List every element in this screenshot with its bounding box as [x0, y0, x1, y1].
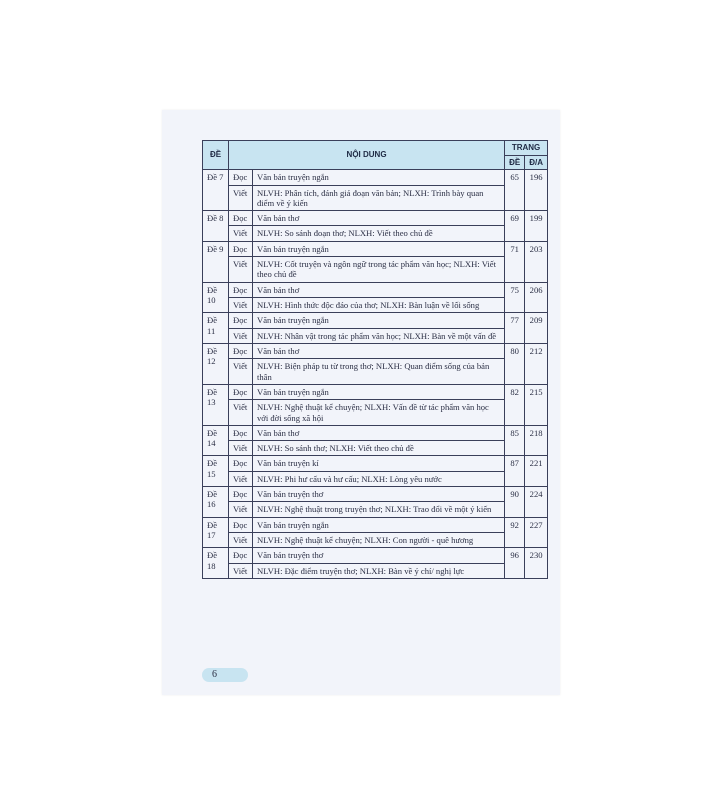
writing-label: Viết	[229, 563, 253, 578]
exam-label: Đề 16	[203, 487, 229, 518]
exam-label: Đề 9	[203, 241, 229, 282]
table-row	[203, 471, 548, 486]
writing-content: NLVH: So sánh thơ; NLXH: Viết theo chủ đề	[253, 441, 505, 456]
table-row	[203, 313, 548, 328]
table-row	[203, 517, 548, 532]
writing-label: Viết	[229, 257, 253, 283]
reading-label: Đọc	[229, 170, 253, 185]
table-row	[203, 328, 548, 343]
page-da: 206	[525, 282, 548, 313]
writing-content: NLVH: Phi hư cấu và hư cấu; NLXH: Lòng yêu nước	[253, 471, 505, 486]
table-body	[203, 170, 548, 579]
writing-label: Viết	[229, 400, 253, 426]
writing-content: NLVH: Đặc điểm truyện thơ; NLXH: Bàn về ý chí/ nghị lực	[253, 563, 505, 578]
reading-label: Đọc	[229, 384, 253, 399]
writing-content: NLVH: So sánh đoạn thơ; NLXH: Viết theo chủ đề	[253, 226, 505, 241]
writing-label: Viết	[229, 441, 253, 456]
writing-content: NLVH: Nghệ thuật trong truyện thơ; NLXH: Trao đổi về một ý kiến	[253, 502, 505, 517]
reading-content: Văn bản thơ	[253, 282, 505, 297]
exam-label: Đề 11	[203, 313, 229, 344]
table-row	[203, 298, 548, 313]
writing-label: Viết	[229, 359, 253, 385]
exam-label: Đề 7	[203, 170, 229, 211]
reading-content: Văn bản thơ	[253, 211, 505, 226]
reading-content: Văn bản truyện ngắn	[253, 517, 505, 532]
writing-content: NLVH: Nghệ thuật kể chuyện; NLXH: Vấn đề từ tác phẩm văn học với đời sống xã hội	[253, 400, 505, 426]
table-of-contents	[202, 140, 548, 579]
table-row	[203, 211, 548, 226]
reading-content: Văn bản truyện ngắn	[253, 313, 505, 328]
page-de: 80	[505, 343, 525, 384]
exam-label: Đề 17	[203, 517, 229, 548]
table-row	[203, 548, 548, 563]
page-da: 215	[525, 384, 548, 425]
page-de: 77	[505, 313, 525, 344]
reading-content: Văn bản truyện kí	[253, 456, 505, 471]
exam-label: Đề 15	[203, 456, 229, 487]
book-page	[162, 110, 560, 695]
reading-label: Đọc	[229, 517, 253, 532]
table-row	[203, 425, 548, 440]
table-row	[203, 533, 548, 548]
exam-label: Đề 10	[203, 282, 229, 313]
table-row	[203, 257, 548, 283]
page-da: 199	[525, 211, 548, 242]
table-row	[203, 241, 548, 256]
writing-label: Viết	[229, 298, 253, 313]
reading-label: Đọc	[229, 456, 253, 471]
reading-content: Văn bản truyện thơ	[253, 487, 505, 502]
reading-label: Đọc	[229, 425, 253, 440]
writing-content: NLVH: Phân tích, đánh giá đoạn văn bản; NLXH: Trình bày quan điểm về ý kiến	[253, 185, 505, 211]
exam-label: Đề 18	[203, 548, 229, 579]
reading-label: Đọc	[229, 241, 253, 256]
table-row	[203, 441, 548, 456]
page-number: 6	[212, 669, 217, 680]
table-row	[203, 359, 548, 385]
page-da: 203	[525, 241, 548, 282]
writing-content: NLVH: Biện pháp tu từ trong thơ; NLXH: Quan điểm sống của bản thân	[253, 359, 505, 385]
writing-label: Viết	[229, 471, 253, 486]
reading-label: Đọc	[229, 282, 253, 297]
table-row	[203, 226, 548, 241]
reading-content: Văn bản thơ	[253, 343, 505, 358]
reading-label: Đọc	[229, 487, 253, 502]
reading-content: Văn bản truyện thơ	[253, 548, 505, 563]
page-da: 218	[525, 425, 548, 456]
writing-label: Viết	[229, 328, 253, 343]
writing-label: Viết	[229, 185, 253, 211]
table-row	[203, 487, 548, 502]
writing-label: Viết	[229, 502, 253, 517]
page-da: 230	[525, 548, 548, 579]
page-de: 71	[505, 241, 525, 282]
reading-content: Văn bản thơ	[253, 425, 505, 440]
reading-content: Văn bản truyện ngắn	[253, 170, 505, 185]
table-row	[203, 502, 548, 517]
reading-label: Đọc	[229, 548, 253, 563]
exam-label: Đề 12	[203, 343, 229, 384]
exam-label: Đề 14	[203, 425, 229, 456]
table-row	[203, 563, 548, 578]
page-de: 92	[505, 517, 525, 548]
page-da: 196	[525, 170, 548, 211]
writing-content: NLVH: Cốt truyện và ngôn ngữ trong tác phẩm văn học; NLXH: Viết theo chủ đề	[253, 257, 505, 283]
page-de: 87	[505, 456, 525, 487]
page-de: 82	[505, 384, 525, 425]
page-de: 96	[505, 548, 525, 579]
exam-label: Đề 8	[203, 211, 229, 242]
page-de: 75	[505, 282, 525, 313]
table-row	[203, 400, 548, 426]
writing-content: NLVH: Hình thức độc đáo của thơ; NLXH: Bàn luận về lối sống	[253, 298, 505, 313]
table-header	[203, 141, 548, 170]
writing-content: NLVH: Nhân vật trong tác phẩm văn học; NLXH: Bàn về một vấn đề	[253, 328, 505, 343]
header-page-da: Đ/A	[525, 155, 548, 170]
reading-label: Đọc	[229, 313, 253, 328]
header-content: NỘI DUNG	[229, 141, 505, 170]
table-row	[203, 170, 548, 185]
page-de: 90	[505, 487, 525, 518]
reading-label: Đọc	[229, 343, 253, 358]
exam-label: Đề 13	[203, 384, 229, 425]
reading-content: Văn bản truyện ngắn	[253, 384, 505, 399]
header-page: TRANG	[505, 141, 548, 156]
table-row	[203, 343, 548, 358]
table-row	[203, 384, 548, 399]
table-row	[203, 282, 548, 297]
reading-label: Đọc	[229, 211, 253, 226]
page-de: 69	[505, 211, 525, 242]
table-row	[203, 456, 548, 471]
page-number-tab	[202, 668, 248, 682]
page-de: 65	[505, 170, 525, 211]
page-da: 224	[525, 487, 548, 518]
page-da: 212	[525, 343, 548, 384]
writing-content: NLVH: Nghệ thuật kể chuyện; NLXH: Con người - quê hương	[253, 533, 505, 548]
table-row	[203, 185, 548, 211]
reading-content: Văn bản truyện ngắn	[253, 241, 505, 256]
page-da: 227	[525, 517, 548, 548]
writing-label: Viết	[229, 226, 253, 241]
page-da: 221	[525, 456, 548, 487]
header-de: ĐỀ	[203, 141, 229, 170]
page-da: 209	[525, 313, 548, 344]
header-page-de: ĐỀ	[505, 155, 525, 170]
writing-label: Viết	[229, 533, 253, 548]
page-de: 85	[505, 425, 525, 456]
